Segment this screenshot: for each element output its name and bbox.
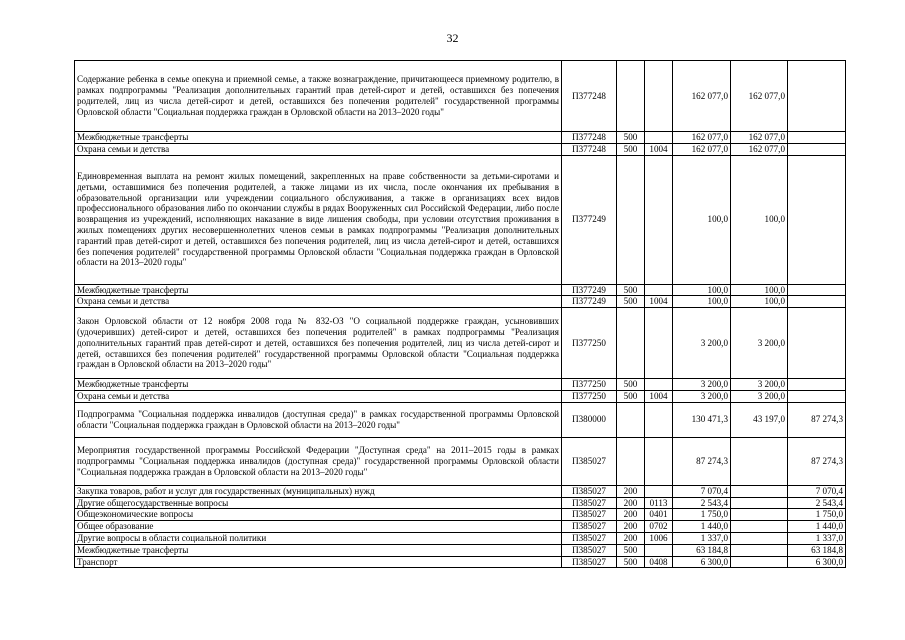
expense-type-cell: 200 bbox=[617, 497, 645, 509]
table-row bbox=[75, 284, 846, 296]
expense-type-cell: 500 bbox=[617, 143, 645, 155]
amount-2-cell bbox=[788, 308, 846, 379]
amount-1-cell bbox=[731, 544, 788, 556]
row-name-cell: Мероприятия государственной программы Российской Федерации "Доступная среда" на 2011–2015 годы в рамках подпрограммы "Социальная поддержка инвалидов (доступная среда)" государственной программы Орловской области "Социальная поддержка граждан в Орловской области на 2013–2020 годы" bbox=[75, 437, 562, 485]
amount-1-cell: 100,0 bbox=[731, 296, 788, 308]
row-name-cell: Другие вопросы в области социальной политики bbox=[75, 532, 562, 544]
target-article-cell: П377250 bbox=[562, 379, 617, 391]
row-name-cell: Закупка товаров, работ и услуг для государственных (муниципальных) нужд bbox=[75, 485, 562, 497]
target-article-cell: П385027 bbox=[562, 556, 617, 568]
target-article-cell: П377249 bbox=[562, 296, 617, 308]
page-number: 32 bbox=[446, 31, 459, 45]
table-body bbox=[75, 61, 846, 568]
section-cell: 0401 bbox=[645, 509, 673, 521]
amount-2-cell bbox=[788, 61, 846, 132]
table-row bbox=[75, 132, 846, 144]
amount-1-cell: 3 200,0 bbox=[731, 379, 788, 391]
target-article-cell: П377250 bbox=[562, 390, 617, 402]
target-article-cell: П385027 bbox=[562, 532, 617, 544]
target-article-cell: П377248 bbox=[562, 143, 617, 155]
expense-type-cell: 500 bbox=[617, 379, 645, 391]
amount-2-cell: 1 750,0 bbox=[788, 509, 846, 521]
amount-1-cell: 162 077,0 bbox=[731, 61, 788, 132]
amount-1-cell: 100,0 bbox=[731, 155, 788, 284]
section-cell bbox=[645, 379, 673, 391]
expense-type-cell: 500 bbox=[617, 296, 645, 308]
section-cell bbox=[645, 437, 673, 485]
amount-1-cell: 162 077,0 bbox=[731, 143, 788, 155]
row-name-cell: Другие общегосударственные вопросы bbox=[75, 497, 562, 509]
expense-type-cell: 500 bbox=[617, 390, 645, 402]
table-row bbox=[75, 497, 846, 509]
expense-type-cell: 200 bbox=[617, 509, 645, 521]
table-row bbox=[75, 61, 846, 132]
row-name-cell: Межбюджетные трансферты bbox=[75, 132, 562, 144]
total-amount-cell: 3 200,0 bbox=[673, 390, 731, 402]
total-amount-cell: 100,0 bbox=[673, 296, 731, 308]
section-cell: 1004 bbox=[645, 390, 673, 402]
section-cell bbox=[645, 155, 673, 284]
row-name-cell: Транспорт bbox=[75, 556, 562, 568]
target-article-cell: П385027 bbox=[562, 497, 617, 509]
total-amount-cell: 1 440,0 bbox=[673, 521, 731, 533]
expense-type-cell: 200 bbox=[617, 485, 645, 497]
amount-2-cell bbox=[788, 132, 846, 144]
amount-2-cell: 63 184,8 bbox=[788, 544, 846, 556]
expense-type-cell bbox=[617, 61, 645, 132]
table-row bbox=[75, 402, 846, 437]
amount-1-cell bbox=[731, 485, 788, 497]
expense-type-cell bbox=[617, 437, 645, 485]
total-amount-cell: 1 750,0 bbox=[673, 509, 731, 521]
table-row bbox=[75, 485, 846, 497]
expense-type-cell: 500 bbox=[617, 132, 645, 144]
total-amount-cell: 162 077,0 bbox=[673, 132, 731, 144]
table-row bbox=[75, 143, 846, 155]
row-name-cell: Единовременная выплата на ремонт жилых помещений, закрепленных на праве собственности за детьми-сиротами и детьми, оставшимися без попечения родителей, а также лицами из их числа, после окончания их пребывания в образовательной организации или учреждении социального обслуживания, а также в организациях всех видов профессионального образования либо по окончании службы в рядах Вооруженных сил Российской Федерации, либо после возвращения из учреждений, исполняющих наказание в виде лишения свободы, при условии отсутствия проживания в жилых помещениях других несовершеннолетних членов семьи в рамках подпрограммы "Реализация дополнительных гарантий прав детей-сирот и детей, оставшихся без попечения родителей, лиц из числа детей-сирот и детей, оставшихся без попечения родителей" государственной программы Орловской области "Социальная поддержка граждан в Орловской области на 2013–2020 годы" bbox=[75, 155, 562, 284]
table-row bbox=[75, 296, 846, 308]
amount-2-cell: 7 070,4 bbox=[788, 485, 846, 497]
amount-1-cell bbox=[731, 509, 788, 521]
total-amount-cell: 3 200,0 bbox=[673, 308, 731, 379]
amount-2-cell: 6 300,0 bbox=[788, 556, 846, 568]
expense-type-cell: 200 bbox=[617, 521, 645, 533]
row-name-cell: Межбюджетные трансферты bbox=[75, 284, 562, 296]
row-name-cell: Межбюджетные трансферты bbox=[75, 379, 562, 391]
amount-1-cell: 162 077,0 bbox=[731, 132, 788, 144]
total-amount-cell: 100,0 bbox=[673, 155, 731, 284]
table-row bbox=[75, 509, 846, 521]
expense-type-cell: 500 bbox=[617, 284, 645, 296]
table-row bbox=[75, 544, 846, 556]
section-cell bbox=[645, 544, 673, 556]
total-amount-cell: 7 070,4 bbox=[673, 485, 731, 497]
target-article-cell: П377249 bbox=[562, 284, 617, 296]
section-cell: 0702 bbox=[645, 521, 673, 533]
row-name-cell: Содержание ребенка в семье опекуна и приемной семье, а также вознаграждение, причитающееся приемному родителю, в рамках подпрограммы "Реализация дополнительных гарантий прав детей-сирот и детей, оставшихся без попечения родителей, лиц из числа детей-сирот и детей, оставшихся без попечения родителей" государственной программы Орловской области "Социальная поддержка граждан в Орловской области на 2013–2020 годы" bbox=[75, 61, 562, 132]
section-cell bbox=[645, 61, 673, 132]
section-cell: 1004 bbox=[645, 143, 673, 155]
row-name-cell: Межбюджетные трансферты bbox=[75, 544, 562, 556]
section-cell bbox=[645, 284, 673, 296]
target-article-cell: П385027 bbox=[562, 521, 617, 533]
amount-2-cell bbox=[788, 155, 846, 284]
amount-2-cell: 1 440,0 bbox=[788, 521, 846, 533]
section-cell bbox=[645, 402, 673, 437]
total-amount-cell: 6 300,0 bbox=[673, 556, 731, 568]
row-name-cell: Охрана семьи и детства bbox=[75, 143, 562, 155]
row-name-cell: Закон Орловской области от 12 ноября 2008 года № 832-ОЗ "О социальной поддержке граждан, усыновивших (удочеривших) детей-сирот и детей, оставшихся без попечения родителей" в рамках подпрограммы "Реализация дополнительных гарантий прав детей-сирот и детей, оставшихся без попечения родителей, лиц из числа детей-сирот и детей, оставшихся без попечения родителей" государственной программы Орловской области "Социальная поддержка граждан в Орловской области на 2013–2020 годы" bbox=[75, 308, 562, 379]
total-amount-cell: 162 077,0 bbox=[673, 61, 731, 132]
amount-2-cell: 1 337,0 bbox=[788, 532, 846, 544]
amount-1-cell: 3 200,0 bbox=[731, 308, 788, 379]
total-amount-cell: 3 200,0 bbox=[673, 379, 731, 391]
expense-type-cell bbox=[617, 402, 645, 437]
table-row bbox=[75, 390, 846, 402]
target-article-cell: П385027 bbox=[562, 437, 617, 485]
row-name-cell: Общее образование bbox=[75, 521, 562, 533]
amount-2-cell bbox=[788, 296, 846, 308]
section-cell: 1004 bbox=[645, 296, 673, 308]
amount-1-cell bbox=[731, 437, 788, 485]
section-cell bbox=[645, 485, 673, 497]
table-row bbox=[75, 521, 846, 533]
total-amount-cell: 63 184,8 bbox=[673, 544, 731, 556]
amount-2-cell bbox=[788, 143, 846, 155]
expense-type-cell: 500 bbox=[617, 544, 645, 556]
row-name-cell: Подпрограмма "Социальная поддержка инвалидов (доступная среда)" в рамках государственной программы Орловской области "Социальная поддержка граждан в Орловской области на 2013–2020 годы" bbox=[75, 402, 562, 437]
amount-2-cell: 2 543,4 bbox=[788, 497, 846, 509]
total-amount-cell: 87 274,3 bbox=[673, 437, 731, 485]
total-amount-cell: 100,0 bbox=[673, 284, 731, 296]
total-amount-cell: 1 337,0 bbox=[673, 532, 731, 544]
section-cell: 1006 bbox=[645, 532, 673, 544]
target-article-cell: П385027 bbox=[562, 544, 617, 556]
amount-2-cell bbox=[788, 284, 846, 296]
section-cell: 0408 bbox=[645, 556, 673, 568]
amount-1-cell bbox=[731, 497, 788, 509]
table-row bbox=[75, 556, 846, 568]
target-article-cell: П377249 bbox=[562, 155, 617, 284]
budget-table bbox=[74, 60, 846, 568]
total-amount-cell: 2 543,4 bbox=[673, 497, 731, 509]
target-article-cell: П377248 bbox=[562, 132, 617, 144]
amount-1-cell bbox=[731, 556, 788, 568]
amount-1-cell: 100,0 bbox=[731, 284, 788, 296]
expense-type-cell bbox=[617, 155, 645, 284]
section-cell bbox=[645, 132, 673, 144]
amount-1-cell: 43 197,0 bbox=[731, 402, 788, 437]
expense-type-cell: 200 bbox=[617, 532, 645, 544]
amount-2-cell bbox=[788, 390, 846, 402]
row-name-cell: Охрана семьи и детства bbox=[75, 296, 562, 308]
target-article-cell: П385027 bbox=[562, 485, 617, 497]
table-row bbox=[75, 308, 846, 379]
row-name-cell: Охрана семьи и детства bbox=[75, 390, 562, 402]
target-article-cell: П380000 bbox=[562, 402, 617, 437]
amount-1-cell bbox=[731, 532, 788, 544]
table-row bbox=[75, 437, 846, 485]
target-article-cell: П377248 bbox=[562, 61, 617, 132]
total-amount-cell: 130 471,3 bbox=[673, 402, 731, 437]
table-row bbox=[75, 379, 846, 391]
amount-2-cell: 87 274,3 bbox=[788, 402, 846, 437]
total-amount-cell: 162 077,0 bbox=[673, 143, 731, 155]
table-row bbox=[75, 155, 846, 284]
row-name-cell: Общеэкономические вопросы bbox=[75, 509, 562, 521]
section-cell bbox=[645, 308, 673, 379]
amount-1-cell bbox=[731, 521, 788, 533]
target-article-cell: П385027 bbox=[562, 509, 617, 521]
amount-2-cell bbox=[788, 379, 846, 391]
target-article-cell: П377250 bbox=[562, 308, 617, 379]
section-cell: 0113 bbox=[645, 497, 673, 509]
table-row bbox=[75, 532, 846, 544]
amount-1-cell: 3 200,0 bbox=[731, 390, 788, 402]
amount-2-cell: 87 274,3 bbox=[788, 437, 846, 485]
expense-type-cell: 500 bbox=[617, 556, 645, 568]
expense-type-cell bbox=[617, 308, 645, 379]
